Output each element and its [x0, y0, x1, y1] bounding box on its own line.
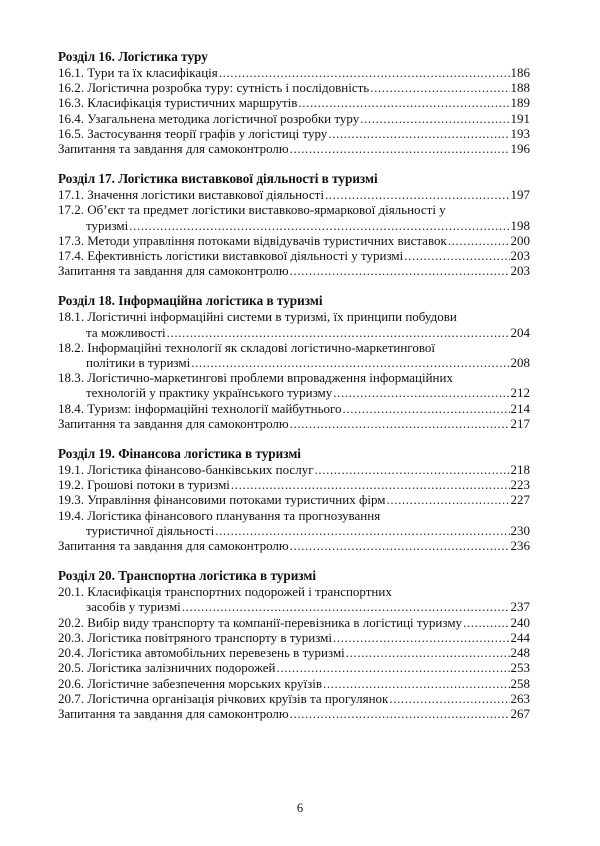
dot-leader: [389, 691, 509, 706]
dot-leader: [182, 599, 510, 614]
toc-entry[interactable]: [58, 370, 530, 400]
toc-page-number: 236: [510, 538, 530, 554]
toc-page-number: 263: [510, 690, 530, 706]
toc-page-number: 186: [510, 65, 530, 80]
section-title: Розділ 20. Транспортна логістика в туризмі: [58, 568, 317, 584]
toc-page-number: 240: [510, 614, 530, 630]
section-title: Розділ 16. Логістика туру: [58, 49, 208, 64]
dot-leader: [404, 248, 509, 263]
dot-leader: [387, 492, 510, 507]
toc-page-number: 267: [510, 705, 530, 721]
toc-page-number: 203: [510, 263, 530, 279]
toc-entry[interactable]: [58, 416, 530, 431]
toc-entry[interactable]: [58, 660, 530, 675]
toc-entry-title: 18.2. Інформаційні технології як складові логістично-маркетингової: [58, 339, 435, 355]
toc-page-number: 223: [510, 477, 530, 493]
toc-entry-title: Запитання та завдання для самоконтролю: [58, 538, 289, 554]
dot-leader: [343, 401, 510, 416]
toc-entry[interactable]: [58, 706, 530, 721]
toc-page-number: 244: [510, 629, 530, 645]
dot-leader: [333, 630, 509, 645]
toc-entry[interactable]: [58, 141, 530, 156]
toc-page-number: 188: [510, 80, 530, 96]
toc-entry-title: та можливості: [86, 324, 166, 340]
toc-entry-title: 20.2. Вибір виду транспорту та компанії-перевізника в логістиці туризму: [58, 614, 463, 630]
dot-leader: [290, 141, 510, 156]
toc-entry-title: 18.3. Логістично-маркетингові проблеми впровадження інформаційних: [58, 370, 453, 386]
dot-leader: [219, 65, 510, 80]
toc-entry-title: 19.2. Грошові потоки в туризмі: [58, 477, 230, 493]
toc-entry-title: 17.3. Методи управління потоками відвідувачів туристичних виставок: [58, 232, 447, 248]
toc-entry[interactable]: [58, 309, 530, 339]
toc-entry[interactable]: [58, 538, 530, 553]
toc-entry-title: 18.1. Логістичні інформаційні системи в туризмі, їх принципи побудови: [58, 309, 457, 325]
toc-page-number: 258: [510, 675, 530, 691]
toc-entry[interactable]: [58, 401, 530, 416]
toc-page-number: 196: [510, 141, 530, 157]
toc-entry[interactable]: [58, 676, 530, 691]
toc-entry-title: 20.1. Класифікація транспортних подорожей і транспортних: [58, 584, 392, 600]
toc-entry-title: політики в туризмі: [86, 355, 191, 371]
toc-entry[interactable]: [58, 645, 530, 660]
dot-leader: [328, 126, 509, 141]
dot-leader: [191, 355, 509, 370]
dot-leader: [215, 523, 509, 538]
toc-entry[interactable]: [58, 615, 530, 630]
dot-leader: [325, 187, 510, 202]
dot-leader: [290, 263, 510, 278]
dot-leader: [129, 218, 509, 233]
toc-entry[interactable]: [58, 630, 530, 645]
toc-entry[interactable]: [58, 492, 530, 507]
toc-page-number: 218: [510, 462, 530, 478]
dot-leader: [290, 706, 510, 721]
toc-entry[interactable]: [58, 263, 530, 278]
dot-leader: [333, 385, 509, 400]
toc-page-number: 200: [510, 232, 530, 248]
toc-entry-title: 20.6. Логістичне забезпечення морських круїзів: [58, 675, 322, 691]
toc-entry[interactable]: [58, 584, 530, 614]
toc-entry-title: Запитання та завдання для самоконтролю: [58, 263, 289, 279]
toc-entry-title: 17.1. Значення логістики виставкової діяльності: [58, 187, 324, 203]
toc-entry[interactable]: [58, 111, 530, 126]
toc-entry-title: 18.4. Туризм: інформаційні технології майбутнього: [58, 400, 342, 416]
toc-entry-title: 20.3. Логістика повітряного транспорту в туризмі: [58, 629, 333, 645]
toc-entry[interactable]: [58, 187, 530, 202]
toc-entry[interactable]: [58, 477, 530, 492]
toc-page-number: 193: [510, 125, 530, 141]
toc-entry[interactable]: [58, 462, 530, 477]
toc-entry-title: 16.1. Тури та їх класифікація: [58, 65, 218, 80]
toc-entry-title: 17.2. Об’єкт та предмет логістики виставково-ярмаркової діяльності у: [58, 202, 446, 218]
toc-page-number: 230: [510, 522, 530, 538]
toc-page-number: 217: [510, 415, 530, 431]
toc-page-number: 204: [510, 324, 530, 340]
toc-entry[interactable]: [58, 126, 530, 141]
toc-entry-title: туризмі: [86, 217, 129, 233]
toc-entry-title: Запитання та завдання для самоконтролю: [58, 415, 289, 431]
toc-page-number: 191: [510, 110, 530, 126]
dot-leader: [346, 645, 510, 660]
toc-entry-title: 16.3. Класифікація туристичних маршрутів: [58, 95, 298, 111]
dot-leader: [360, 111, 509, 126]
toc-entry[interactable]: [58, 691, 530, 706]
toc-entry-title: засобів у туризмі: [86, 599, 181, 615]
toc-entry-title: 16.2. Логістична розробка туру: сутність і послідовність: [58, 80, 370, 96]
dot-leader: [290, 416, 510, 431]
dot-leader: [315, 462, 510, 477]
toc-entry-title: технологій у практику українського туризму: [86, 385, 333, 401]
toc-page-number: 227: [510, 492, 530, 508]
section-title: Розділ 18. Інформаційна логістика в туризмі: [58, 293, 323, 309]
dot-leader: [323, 676, 510, 691]
dot-leader: [370, 80, 509, 95]
dot-leader: [290, 538, 510, 553]
toc-page-number: 203: [510, 248, 530, 264]
table-of-contents: [58, 48, 530, 735]
toc-section: [58, 567, 530, 721]
toc-entry-title: 20.5. Логістика залізничних подорожей: [58, 660, 276, 676]
toc-entry-title: 20.7. Логістична організація річкових круїзів та прогулянок: [58, 690, 389, 706]
toc-entry-title: Запитання та завдання для самоконтролю: [58, 141, 289, 157]
section-title: Розділ 19. Фінансова логістика в туризмі: [58, 446, 301, 462]
toc-page-number: 189: [510, 95, 530, 111]
dot-leader: [463, 615, 509, 630]
toc-entry-title: туристичної діяльності: [86, 522, 215, 538]
toc-page-number: 248: [510, 645, 530, 661]
toc-entry[interactable]: [58, 65, 530, 80]
dot-leader: [167, 325, 510, 340]
toc-section: [58, 445, 530, 553]
dot-leader: [277, 660, 510, 675]
toc-section: [58, 170, 530, 278]
toc-entry-title: 19.3. Управління фінансовими потоками туристичних фірм: [58, 492, 386, 508]
toc-page-number: 214: [510, 400, 530, 416]
toc-section: [58, 292, 530, 431]
toc-page-number: 253: [510, 660, 530, 676]
toc-entry[interactable]: [58, 248, 530, 263]
dot-leader: [448, 233, 510, 248]
page-number: 6: [296, 801, 304, 815]
toc-entry[interactable]: [58, 202, 530, 232]
toc-entry-title: 16.5. Застосування теорії графів у логістиці туру: [58, 125, 328, 141]
toc-page-number: 237: [510, 599, 530, 615]
toc-entry-title: 17.4. Ефективність логістики виставкової діяльності у туризмі: [58, 248, 404, 264]
toc-entry[interactable]: [58, 340, 530, 370]
toc-page-number: 208: [510, 355, 530, 371]
toc-entry-title: 16.4. Узагальнена методика логістичної розробки туру: [58, 110, 360, 126]
toc-page-number: 212: [510, 385, 530, 401]
toc-entry[interactable]: [58, 80, 530, 95]
dot-leader: [231, 477, 510, 492]
dot-leader: [298, 95, 509, 110]
toc-entry-title: Запитання та завдання для самоконтролю: [58, 705, 289, 721]
toc-entry-title: 19.4. Логістика фінансового планування та прогнозування: [58, 507, 381, 523]
toc-entry[interactable]: [58, 233, 530, 248]
toc-entry[interactable]: [58, 95, 530, 110]
toc-section: [58, 48, 530, 156]
toc-page-number: 198: [510, 217, 530, 233]
toc-entry[interactable]: [58, 508, 530, 538]
toc-entry-title: 20.4. Логістика автомобільних перевезень в туризмі: [58, 645, 345, 661]
section-title: Розділ 17. Логістика виставкової діяльності в туризмі: [58, 171, 378, 187]
toc-page-number: 197: [510, 187, 530, 203]
toc-entry-title: 19.1. Логістика фінансово-банківських послуг: [58, 462, 314, 478]
